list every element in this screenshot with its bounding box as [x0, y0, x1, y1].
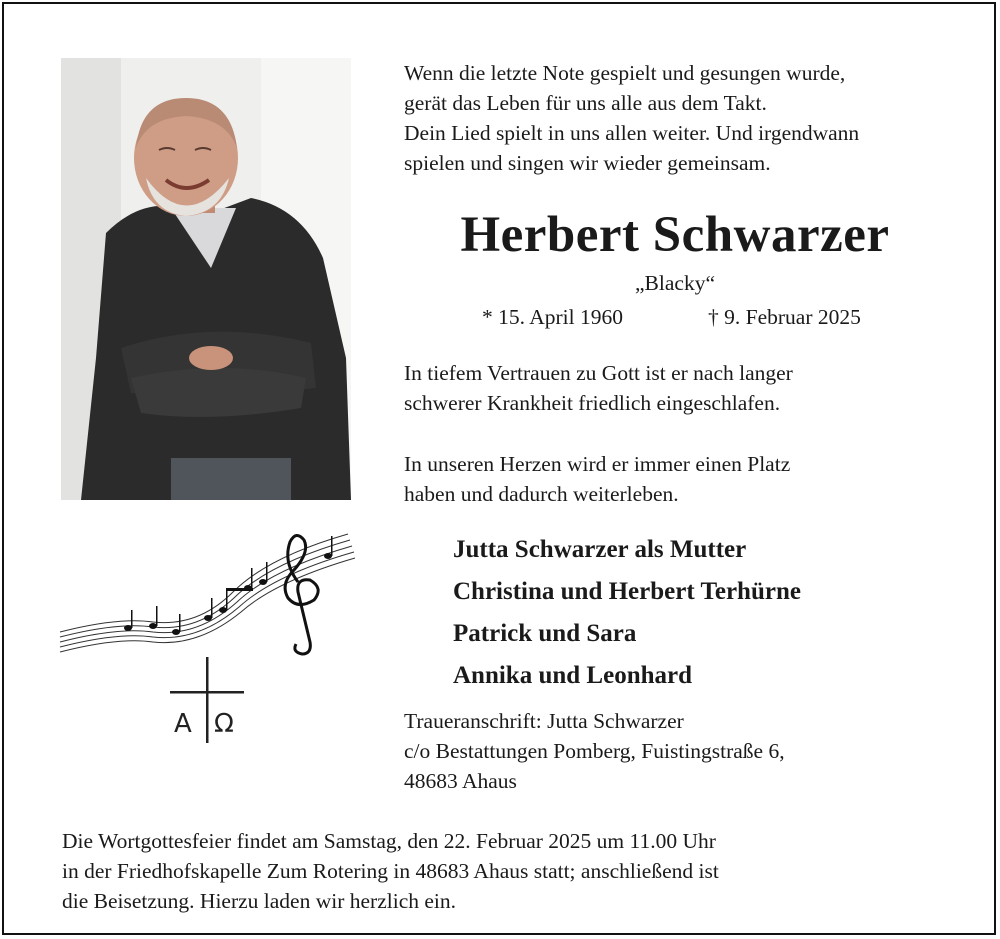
paragraph-line: In tiefem Vertrauen zu Gott ist er nach langer [404, 361, 793, 385]
paragraph-line: haben und dadurch weiterleben. [404, 482, 679, 506]
family-list [453, 529, 801, 697]
poem-line: gerät das Leben für uns alle aus dem Takt. [404, 91, 767, 115]
paragraph-hearts [404, 449, 790, 509]
poem [404, 58, 859, 178]
family-member: Patrick und Sara [453, 620, 637, 647]
paragraph-line: In unseren Herzen wird er immer einen Platz [404, 452, 791, 476]
paragraph-faith [404, 358, 793, 418]
service-line: in der Friedhofskapelle Zum Rotering in 48683 Ahaus statt; anschließend ist [62, 859, 719, 883]
portrait-photo [61, 58, 351, 500]
music-staff-icon [58, 522, 356, 662]
family-member: Jutta Schwarzer als Mutter [453, 536, 747, 563]
alpha-symbol: A [174, 709, 192, 739]
address-line: c/o Bestattungen Pomberg, Fuistingstraße 6, [404, 739, 785, 763]
paragraph-line: schwerer Krankheit friedlich eingeschlafen. [404, 391, 781, 415]
death-date: † 9. Februar 2025 [708, 305, 861, 329]
poem-line: Dein Lied spielt in uns allen weiter. Und irgendwann [404, 121, 860, 145]
birth-date: * 15. April 1960 [482, 305, 623, 329]
mourning-address [404, 706, 785, 796]
service-line: die Beisetzung. Hierzu laden wir herzlich ein. [62, 889, 457, 913]
address-line: Traueranschrift: Jutta Schwarzer [404, 709, 684, 733]
deceased-name: Herbert Schwarzer [460, 207, 890, 263]
address-line: 48683 Ahaus [404, 769, 517, 793]
family-member: Christina und Herbert Terhürne [453, 578, 801, 605]
service-info [62, 826, 719, 916]
family-member: Annika und Leonhard [453, 662, 693, 689]
service-line: Die Wortgottesfeier findet am Samstag, den 22. Februar 2025 um 11.00 Uhr [62, 829, 716, 853]
deceased-nickname: „Blacky“ [635, 271, 715, 295]
omega-symbol: Ω [214, 709, 234, 739]
poem-line: Wenn die letzte Note gespielt und gesungen wurde, [404, 61, 846, 85]
poem-line: spielen und singen wir wieder gemeinsam. [404, 151, 771, 175]
